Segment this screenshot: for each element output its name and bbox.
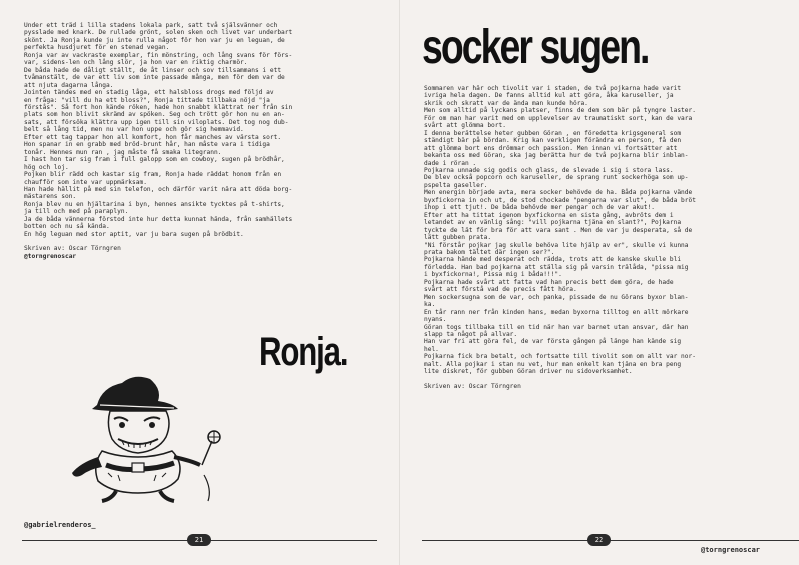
page-number: 22 [587, 534, 611, 546]
left-article [24, 22, 379, 260]
ronja-story-text: Under ett träd i lilla stadens lokala park, satt två själsvänner och pysslade med knark. De rullade grönt, solen sken och livet var underbart skönt. Ja Ronja kunde ju inte rulla något för hon var ju en leguan, de perfekta husdjuret för en stenad vegan. Ronja var av vackraste exemplar, fin mönstring, och lång svans för förs- var, sidens-len och lång slör, ja hon var en riktig charmör. De båda hade de dåligt ställt, de åt linser och sov tillsammans i ett tvåmanstält, de var ett liv som inte passade många, men för dem var de att njuta dagarna långa. Jointen tändes med en stadig låga, ett halsbloss drogs med följd av en fråga: "vill du ha ett bloss?", Ronja tittade tillbaka nöjd "ja förstås". Så fort hon kände röken, hade hon snabbt klättrat ner från sin plats som hon blivit skrämd av spöken. Seg och trött gör hon nu en an- sats, att försöka klättra upp igen till sin viloplats. Det tog nog dub- belt så lång tid, men nu var hon uppe och gör sig hemmavid. Efter ett tag tappar hon all komfort, hon får manches av värsta sort. Hon spanar in en grabb med bröd-brunt hår, han måste vara i tidiga tonår. Hennes mun ran , jag måste få smaka litegrann. I hast hon tar sig fram i full galopp som en cowboy, sugen på brödhår, hög och loj. Pojken blir rädd och kastar sig fram, Ronja hade räddat honom från en chaufför som inte var uppmärksam. Han hade hällit på med sin telefon, och därför varit nära att döda borg- mästarens son. Ronja blev nu en hjältarina i byn, hennes ansikte tycktes på t-shirts, ja till och med på paraplyn. Ja de båda vännerna förstod inte hur detta kunnat hända, från samhällets botten och nu så kända. En hög leguan med stor aptit, var ju bara sugen på brödbit. [24, 22, 293, 238]
author-handle: @torngrenoscar [24, 252, 77, 260]
author-handle: @torngrenoscar [701, 546, 761, 554]
right-page [400, 0, 799, 565]
author-credit: Skriven av: Oscar Törngren [24, 245, 121, 253]
iguana-cowboy-illustration [62, 365, 232, 505]
left-page [0, 0, 399, 565]
illustrator-handle: @gabrielrenderos_ [24, 521, 96, 529]
right-article [424, 85, 779, 390]
author-credit: Skriven av: Oscar Törngren [424, 382, 521, 390]
page-number: 21 [187, 534, 211, 546]
story-title-ronja: Ronja. [259, 330, 348, 374]
socker-sugen-story-text: Sommaren var här och tivolit var i staden, de två pojkarna hade varit ivriga hela dagen. De fanns alltid kul att göra, åka karuseller, ja skrik och skratt var de ända man kunde höra. Men som alltid på lyckans platser, finns de dem som bär på tyngre laster. För om man har varit med om upplevelser av traumatiskt sort, kan de vara svårt att glömma bort. I denna berättelse heter gubben Göran , en föredetta krigsgeneral som ständigt bär på bördan. Krig kan verkligen förändra en person, få den att glömma bort ens drömmar och passion. Men innan vi fortsätter att bekanta oss med Göran, ska jag berätta hur de två pojkarna blir inblan- dade i röran . Pojkarna unnade sig godis och glass, de slevade i sig i stora lass. De blev också popcorn och karuseller, de sprang runt sockerhöga som up- pspelta gaseller. Men energin började avta, mera socker behövde de ha. Båda pojkarna vände byxfickorna in och ut, de stod chockade "pengarna var slut", de båda bröt ihop i ett tjut!. De båda behövde mer pengar och de var akut!. Efter att ha tittat igenom byxfickorna en sista gång, avbröts dem i letandet av en vänlig sång: "vill pojkarna tjäna en slant?", Pojkarna tyckte de lät för bra för att vara sant . Men de var ju desperata, så de lätt gubben prata. "Ni förstår pojkar jag skulle behöva lite hjälp av er", skulle vi kunna prata bakom tältet där ingen ser?". Pojkarna hände med desperat och rädda, trots att de kanske skulle bli förledda. Han bad pojkarna att ställa sig på varsin trälåda, "pissa mig i byxfickorna!, Pissa mig i båda!!!". Pojkarna hade svårt att fatta vad han precis bett dem göra, de hade svårt att förstå vad de precis fått höra. Men sockersugna som de var, och panka, pissade de nu Görans byxor blan- ka. En tår rann ner från kinden hans, medan byxorna tilltog en allt mörkare nyans. Göran togs tillbaka till en tid när han var barnet utan ansvar, där han slapp ta något på allvar. Han var fri att göra fel, de var första gången på länge han kände sig hel. Pojkarna fick bra betalt, och fortsatte till tivolit som om allt var nor- malt. Alla pojkar i stan nu vet, hur man enkelt kan tjäna en bra peng lite diskret, för gubben Göran driver nu sidoverksamhet. [424, 85, 696, 376]
story-headline: socker sugen. [422, 21, 649, 74]
